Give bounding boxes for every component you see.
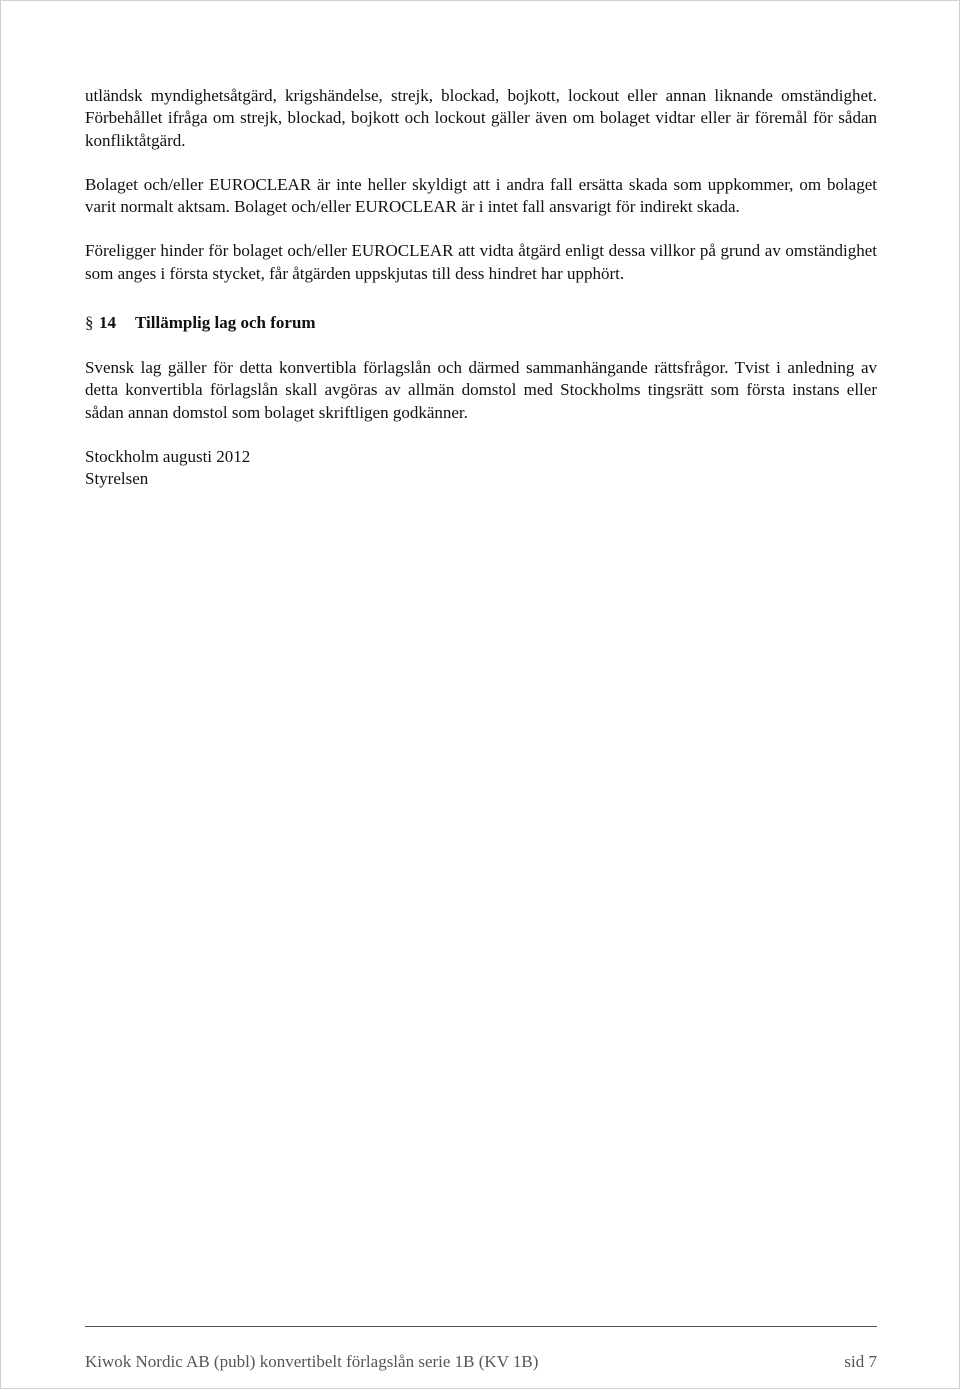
signature-block (85, 446, 877, 491)
page-footer (85, 1326, 877, 1372)
paragraph-governing-law: Svensk lag gäller för detta konvertibla förlagslån och därmed sammanhängande rättsfrågor. Tvist i anledning av detta konvertibla förlagslån skall avgöras av allmän domstol med Stockholms tingsrätt som första instans eller sådan annan domstol som bolaget skriftligen godkänner. (85, 358, 877, 422)
signature-signer: Styrelsen (85, 469, 149, 489)
section-heading (85, 312, 877, 334)
page-content (85, 85, 877, 491)
section-sign: § (85, 313, 94, 333)
footer-document-title: Kiwok Nordic AB (publ) konvertibelt förlagslån serie 1B (KV 1B) (85, 1352, 539, 1371)
section-number: 14 (99, 313, 116, 333)
paragraph-postponement: Föreligger hinder för bolaget och/eller EUROCLEAR att vidta åtgärd enligt dessa villkor på grund av omständighet som anges i första stycket, får åtgärden uppskjutas till dess hindret har upphört. (85, 241, 877, 283)
paragraph-liability: Bolaget och/eller EUROCLEAR är inte heller skyldigt att i andra fall ersätta skada som uppkommer, om bolaget varit normalt aktsam. Bolaget och/eller EUROCLEAR är i intet fall ansvarigt för indirekt skada. (85, 174, 877, 217)
paragraph-force-majeure-continued: utländsk myndighetsåtgärd, krigshändelse, strejk, blockad, bojkott, lockout eller annan liknande omständighet. Förbehållet ifråga om strejk, blockad, bojkott och lockout gäller även om bolaget vidtar eller är föremål för sådan konfliktåtgärd. (85, 86, 877, 150)
signature-place-date: Stockholm augusti 2012 (85, 446, 251, 466)
footer-page-number: sid 7 (844, 1352, 877, 1371)
section-title: Tillämplig lag och forum (135, 313, 316, 333)
